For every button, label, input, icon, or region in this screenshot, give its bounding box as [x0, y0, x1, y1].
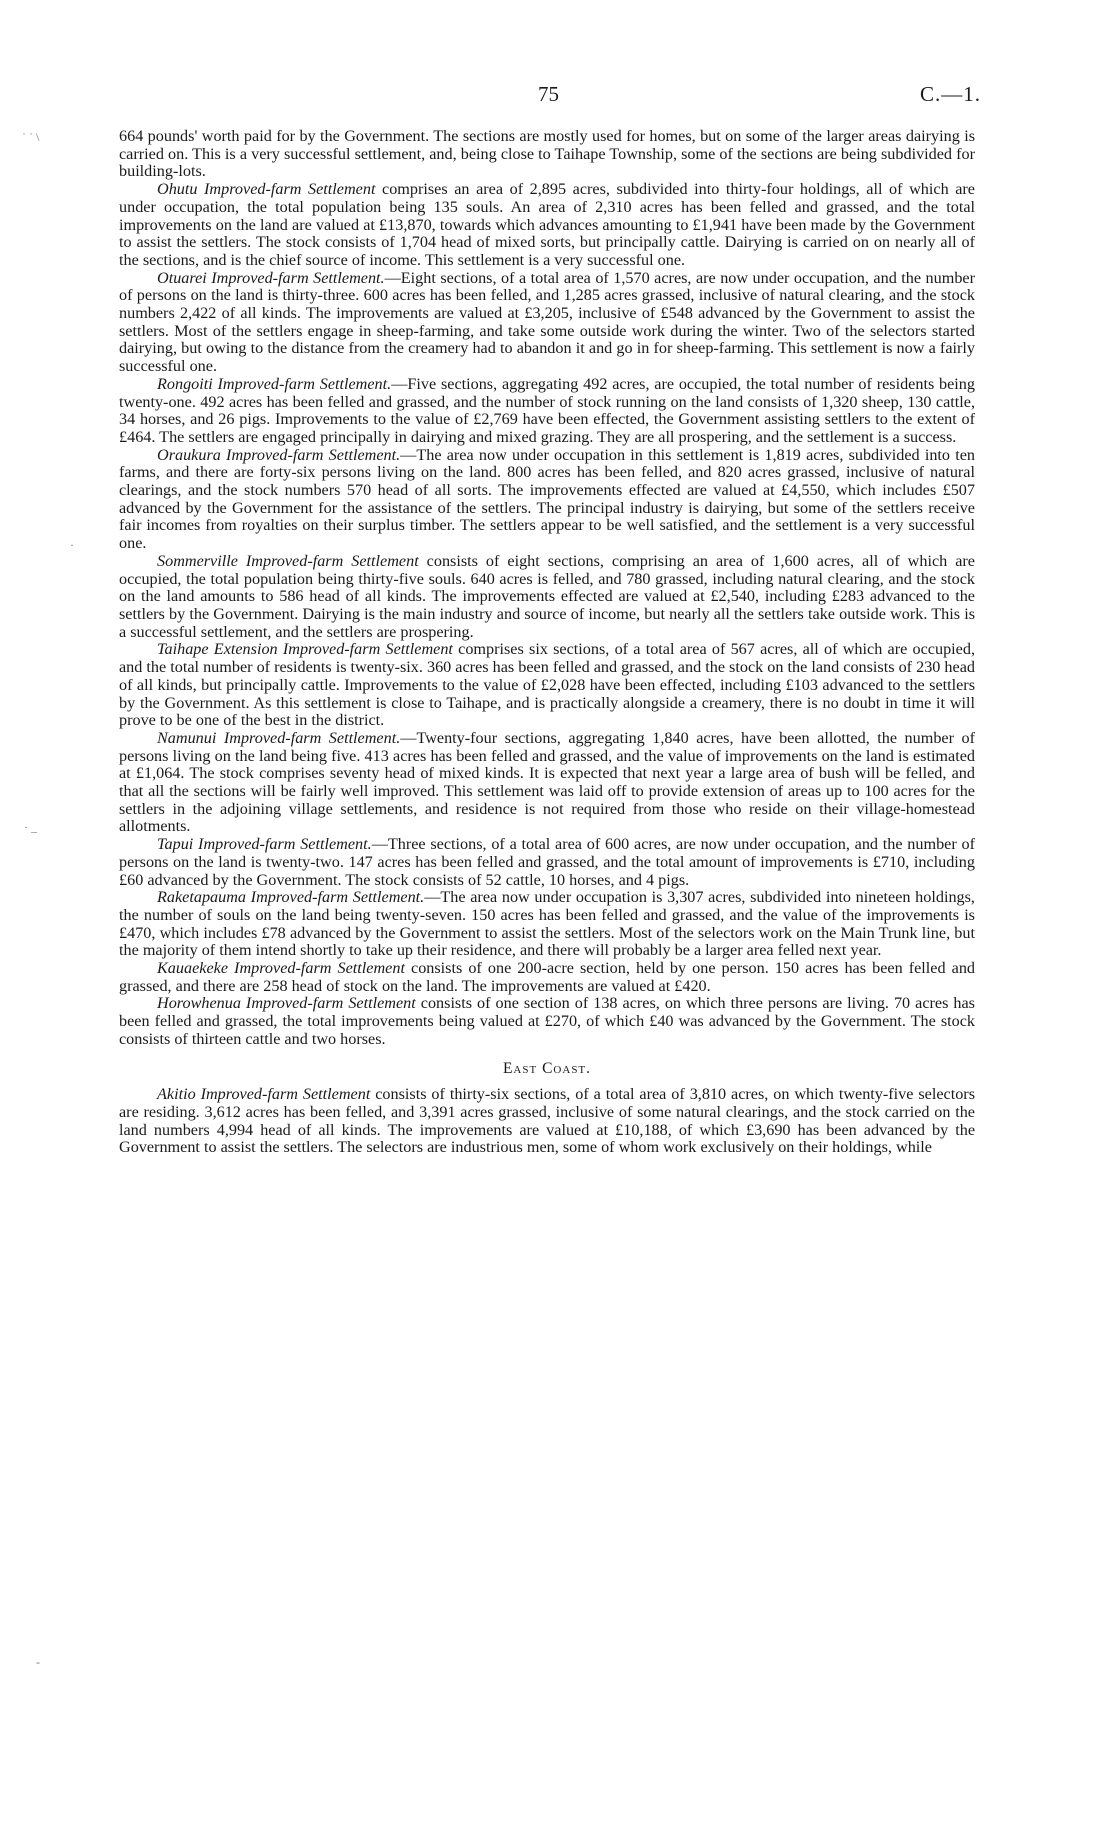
paragraph: Tapui Improved-farm Settlement.—Three sections, of a total area of 600 acres, are now under occupation, and the number of persons on the land is twenty-two. 147 acres has been felled and grassed, and the total amount of improvements is £710, including £60 advanced by the Government. The stock consists of 52 cattle, 10 horses, and 4 pigs.	[119, 835, 975, 889]
paragraph: Rongoiti Improved-farm Settlement.—Five sections, aggregating 492 acres, are occupied, the total number of residents being twenty-one. 492 acres has been felled and grassed, and the number of stock running on the land consists of 1,320 sheep, 130 cattle, 34 horses, and 26 pigs. Improvements to the value of £2,769 have been effected, the Government assisting settlers to the extent of £464. The settlers are engaged principally in dairying and mixed grazing. They are all prospering, and the settlement is a success.	[119, 374, 975, 446]
settlement-name: Raketapauma Improved-farm Settlement.	[157, 888, 425, 907]
page-header	[0, 82, 1114, 112]
body-text	[119, 128, 975, 1157]
scan-mark: · _	[24, 820, 37, 834]
paragraph: Raketapauma Improved-farm Settlement.—The area now under occupation is 3,307 acres, subdivided into nineteen holdings, the number of souls on the land being twenty-seven. 150 acres has been felled and grassed, and the value of the improvements is £470, which includes £78 advanced by the Government to assist the settlers. Most of the selectors work on the Main Trunk line, but the majority of them intend shortly to take up their residence, and there will probably be a larger area felled next year.	[119, 888, 975, 960]
settlement-name: Ohutu Improved-farm Settlement	[157, 180, 376, 199]
settlement-name: Tapui Improved-farm Settlement.	[157, 835, 372, 854]
settlement-name: Taihape Extension Improved-farm Settlement	[157, 640, 453, 659]
paragraph: Ohutu Improved-farm Settlement comprises an area of 2,895 acres, subdivided into thirty-four holdings, all of which are under occupation, the total population being 135 souls. An area of 2,310 acres has been felled and grassed, and the total improvements on the land are valued at £13,870, towards which advances amounting to £1,941 have been made by the Government to assist the settlers. The stock consists of 1,704 head of mixed sorts, but principally cattle. Dairying is carried on on nearly all of the sections, and is the chief source of income. This settlement is a very successful one.	[119, 180, 975, 269]
document-reference: C.—1.	[920, 82, 982, 106]
paragraph: Sommerville Improved-farm Settlement consists of eight sections, comprising an area of 1,600 acres, all of which are occupied, the total population being thirty-five souls. 640 acres is felled, and 780 grassed, including natural clearing, and the stock on the land amounts to 586 head of all kinds. The improvements effected are valued at £2,540, including £283 advanced to the settlers by the Government. Dairying is the main industry and source of income, but nearly all the settlers take outside work. This is a successful settlement, and the settlers are prospering.	[119, 551, 975, 641]
page-number: 75	[538, 82, 559, 106]
scan-mark: ˙ ˙ \	[22, 130, 40, 144]
settlement-name: Namunui Improved-farm Settlement.	[157, 728, 401, 747]
paragraph: Taihape Extension Improved-farm Settlement comprises six sections, of a total area of 567 acres, all of which are occupied, and the total number of residents is twenty-six. 360 acres has been felled and grassed, and the stock on the land consists of 230 head of all kinds, but principally cattle. Improvements to the value of £2,028 have been effected, including £103 advanced to the settlers by the Government. As this settlement is close to Taihape, and is practically alongside a creamery, there is no doubt in time it will prove to be one of the best in the district.	[119, 640, 975, 730]
paragraph: Horowhenua Improved-farm Settlement consists of one section of 138 acres, on which three persons are living. 70 acres has been felled and grassed, the total improvements being valued at £270, of which £40 was advanced by the Government. The stock consists of thirteen cattle and two horses.	[119, 994, 975, 1048]
paragraph: Otuarei Improved-farm Settlement.—Eight sections, of a total area of 1,570 acres, are now under occupation, and the number of persons on the land is thirty-three. 600 acres has been felled, and 1,285 acres grassed, inclusive of natural clearing, and the stock numbers 2,422 of all kinds. The improvements are valued at £3,205, inclusive of £548 advanced by the Government to assist the settlers. Most of the settlers engage in sheep-farming, and take some outside work during the winter. Two of the selectors started dairying, but owing to the distance from the creamery had to abandon it and go in for sheep-farming. This settlement is now a fairly successful one.	[119, 268, 975, 376]
settlement-name: Rongoiti Improved-farm Settlement.	[157, 374, 392, 393]
settlement-name: Akitio Improved-farm Settlement	[157, 1085, 371, 1104]
paragraph: Namunui Improved-farm Settlement.—Twenty-four sections, aggregating 1,840 acres, have been allotted, the number of persons living on the land being five. 413 acres has been felled and grassed, and the value of improvements on the land is estimated at £1,064. The stock comprises seventy head of mixed kinds. It is expected that next year a large area of bush will be felled, and that all the sections will be fairly well improved. This settlement was laid off to provide extension of areas up to 100 acres for the settlers in the adjoining village settlements, and residence is not required from those who reside on their village-homestead allotments.	[119, 728, 975, 836]
settlement-name: Horowhenua Improved-farm Settlement	[157, 994, 416, 1013]
section-heading: East Coast.	[502, 1059, 592, 1077]
paragraph: 664 pounds' worth paid for by the Government. The sections are mostly used for homes, but on some of the larger areas dairying is carried on. This is a very successful settlement, and, being close to Taihape Township, some of the sections are being subdivided for building-lots.	[119, 127, 975, 181]
scan-mark: ·	[70, 538, 74, 552]
settlement-name: Otuarei Improved-farm Settlement.	[157, 268, 385, 287]
paragraph: Oraukura Improved-farm Settlement.—The area now under occupation in this settlement is 1,819 acres, subdivided into ten farms, and there are forty-six persons living on the land. 800 acres has been felled, and 820 acres grassed, inclusive of natural clearings, and the stock numbers 570 head of all sorts. The improvements effected are valued at £4,550, which includes £507 advanced by the Government for the assistance of the settlers. The principal industry is dairying, but some of the settlers receive fair incomes from royalties on their surplus timber. The settlers appear to be well satisfied, and the settlement is a very successful one.	[119, 445, 976, 553]
settlement-name: Kauaekeke Improved-farm Settlement	[157, 959, 405, 978]
paragraph: Kauaekeke Improved-farm Settlement consists of one 200-acre section, held by one person. 150 acres has been felled and grassed, and there are 258 head of stock on the land. The improvements are valued at £420.	[119, 959, 976, 995]
paragraph: Akitio Improved-farm Settlement consists of thirty-six sections, of a total area of 3,810 acres, on which twenty-five selectors are residing. 3,612 acres has been felled, and 3,391 acres grassed, inclusive of some natural clearings, and the stock carried on the land numbers 4,994 head of all kinds. The improvements are valued at £10,188, of which £3,690 has been advanced by the Government to assist the settlers. The selectors are industrious men, some of whom work exclusively on their holdings, while	[119, 1085, 975, 1157]
settlement-name: Oraukura Improved-farm Settlement.	[157, 445, 401, 464]
settlement-name: Sommerville Improved-farm Settlement	[157, 551, 419, 570]
scan-mark: -	[36, 1655, 40, 1669]
